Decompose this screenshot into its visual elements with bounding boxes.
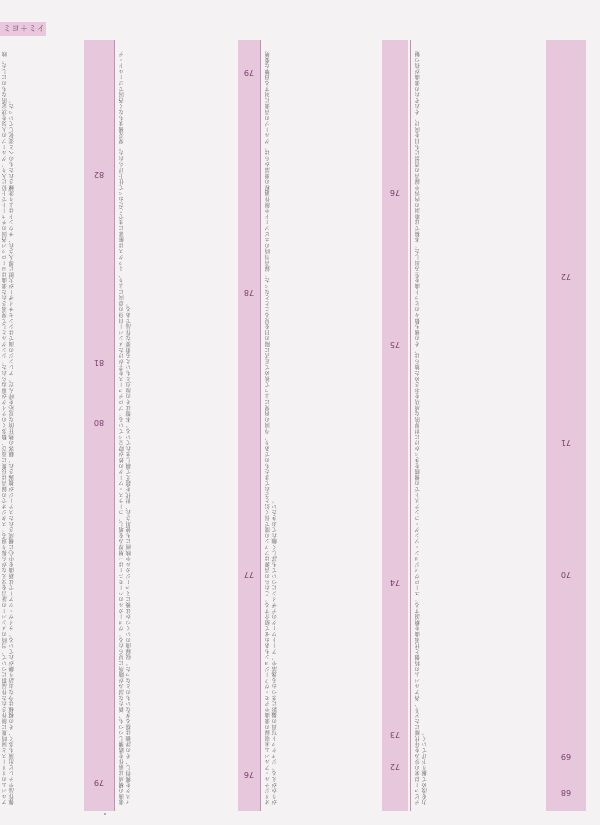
band-number: 82	[93, 170, 105, 179]
page-mark	[104, 813, 106, 815]
number-band-1	[84, 40, 114, 811]
band-number: 69	[560, 752, 572, 761]
band-number: 70	[560, 570, 572, 579]
band-number: 79	[243, 68, 255, 77]
number-band-4	[546, 40, 586, 811]
band-number: 76	[243, 770, 255, 779]
band-number: 74	[389, 578, 401, 587]
band-number: 76	[389, 188, 401, 197]
band-number: 75	[389, 340, 401, 349]
column-text: アルバムのリリースと同時期に制作された作品群について、当時のメンバーの証言を交えながら振り返る。スタジオでの録音は長期に及び、数多くのテイクが重ねられた。シングルとして発表された楽曲はヨーロッパ各国のチャートで上位に入り、グループの人気を決定的なものにした。映像作品やテレビ出演も多く、その模様は今なお語り継がれている。ライヴ・ツアーでは新曲を中心に構成されたステージが披露され、観客の熱狂的な反応を呼んだ。アレンジの面ではシンセサイザーが大胆に導入され、サウンドはより洗練されたものへと変化していった。	[2, 51, 16, 805]
band-number: 77	[243, 570, 255, 579]
column-text: デビュー以来の歩みを年代順にたどり、各アルバムの特徴と代表曲を解説する。ユーロヴィジョン・ソング・コンテストでの優勝をきっかけに世界的な成功をおさめた彼らは、その後も数々のヒット曲を生み出した。本稿では歌詞の内容や録音の背景にも目を向け、それぞれの楽曲が持つ魅力を改めて掘り下げていく。	[415, 51, 429, 805]
text-column-3	[260, 40, 383, 811]
text-column-1	[0, 40, 84, 811]
column-text: オリジナル・アルバム未収録の楽曲やデモ・ヴァージョンもあわせて紹介する。これらの音源はファンの間で長く幻とされてきたものであり、今回の再発によって初めて正式に陽の目を見ることとなった。録音当時のエピソードや制作過程の裏話からは、グループの音楽に対する真摯な姿勢がうかがえる。ジャケット写真の撮影にまつわる逸話や、アートワークのデザインについても詳しく触れておきたい。	[265, 51, 279, 805]
band-number: 72	[389, 762, 401, 771]
band-number: 80	[93, 418, 105, 427]
text-column-4	[410, 40, 547, 811]
column-text: 楽曲の構成は前作を踏襲しつつも、新たな試みが随所に見られる。ヴォーカルのハーモニーは一層厚みを増し、コーラス・ワークの妙が際立っている。プロデュースを手がけたメンバー自身の意向により、ミックスは細部にまでこだわって仕上げられた。発売後まもなく各国でゴールド・ディスクを獲得し、その評価は揺るぎないものとなった。収録曲のいくつかは後にミュージカルや映画にも使用され、世代を超えて親しまれている。本盤はその原点ともいえる重要な作品である。	[119, 51, 133, 805]
band-number: 73	[389, 730, 401, 739]
band-number: 81	[93, 358, 105, 367]
header-tab: ミヨ＋ミイ	[0, 22, 46, 36]
number-band-3	[382, 40, 408, 811]
band-number: 79	[93, 778, 105, 787]
text-column-2	[114, 40, 239, 811]
band-number: 71	[560, 438, 572, 447]
band-number: 72	[560, 272, 572, 281]
band-number: 78	[243, 288, 255, 297]
band-number: 68	[560, 788, 572, 797]
number-band-2	[238, 40, 260, 811]
